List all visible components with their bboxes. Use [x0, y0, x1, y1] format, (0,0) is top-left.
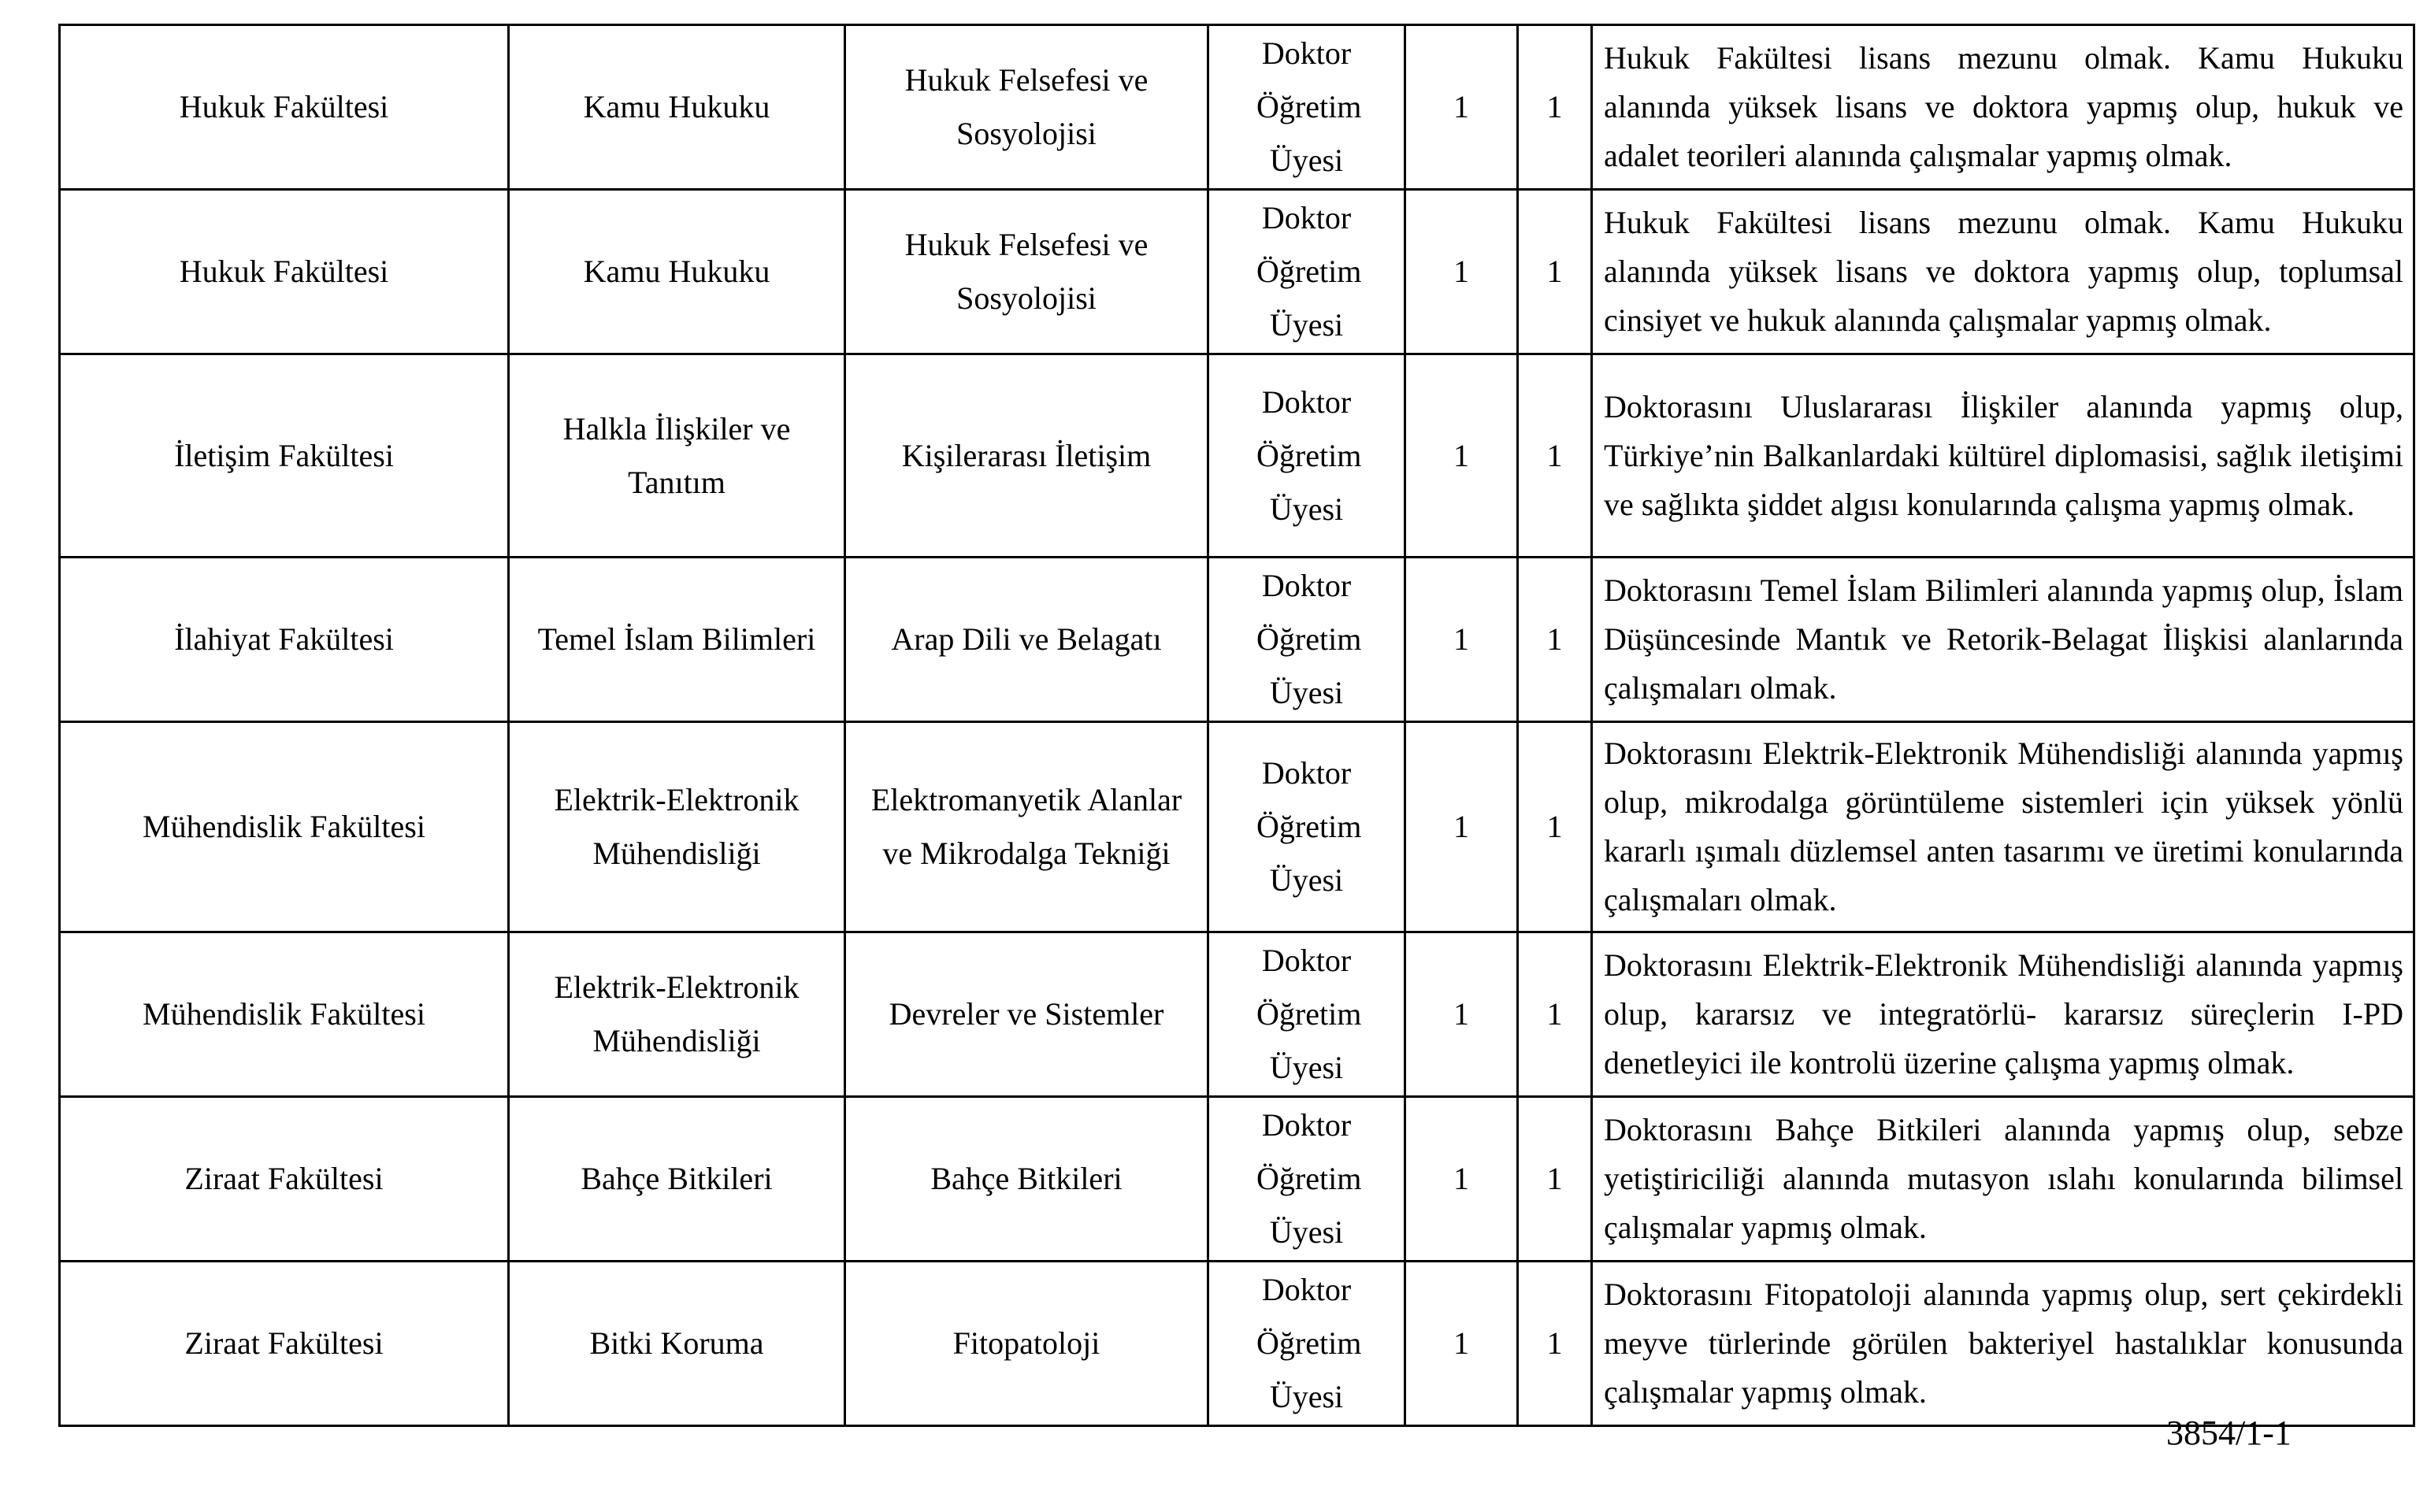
field-cell: Hukuk Felsefesi ve Sosyolojisi [845, 190, 1208, 354]
table-row [60, 190, 2414, 354]
degree-cell: 1 [1405, 1097, 1518, 1262]
degree-cell: 1 [1405, 190, 1518, 354]
table-row [60, 1097, 2414, 1262]
field-cell: Arap Dili ve Belagatı [845, 558, 1208, 722]
title-cell: Doktor Öğretim Üyesi [1208, 354, 1405, 558]
count-cell: 1 [1518, 1097, 1592, 1262]
table-row [60, 558, 2414, 722]
department-cell: Bahçe Bitkileri [509, 1097, 845, 1262]
description-cell: Doktorasını Uluslararası İlişkiler alanında yapmış olup, Türkiye’nin Balkanlardaki kültürel diplomasisi, sağlık iletişimi ve sağlıkta şiddet algısı konularında çalışma yapmış olmak. [1592, 354, 2414, 558]
description-cell: Doktorasını Temel İslam Bilimleri alanında yapmış olup, İslam Düşüncesinde Mantık ve Retorik-Belagat İlişkisi alanlarında çalışmaları olmak. [1592, 558, 2414, 722]
page-number: 3854/1-1 [2166, 1414, 2292, 1452]
faculty-cell: Mühendislik Fakültesi [60, 932, 509, 1097]
degree-cell: 1 [1405, 932, 1518, 1097]
title-cell: Doktor Öğretim Üyesi [1208, 722, 1405, 932]
title-cell: Doktor Öğretim Üyesi [1208, 932, 1405, 1097]
department-cell: Halkla İlişkiler ve Tanıtım [509, 354, 845, 558]
title-cell: Doktor Öğretim Üyesi [1208, 190, 1405, 354]
description-cell: Hukuk Fakültesi lisans mezunu olmak. Kamu Hukuku alanında yüksek lisans ve doktora yapmış olup, toplumsal cinsiyet ve hukuk alanında çalışmalar yapmış olmak. [1592, 190, 2414, 354]
title-cell: Doktor Öğretim Üyesi [1208, 1097, 1405, 1262]
faculty-cell: Hukuk Fakültesi [60, 25, 509, 190]
department-cell: Temel İslam Bilimleri [509, 558, 845, 722]
title-cell: Doktor Öğretim Üyesi [1208, 558, 1405, 722]
count-cell: 1 [1518, 558, 1592, 722]
table-row [60, 354, 2414, 558]
faculty-cell: Ziraat Fakültesi [60, 1262, 509, 1426]
description-cell: Doktorasını Fitopatoloji alanında yapmış olup, sert çekirdekli meyve türlerinde görülen bakteriyel hastalıklar konusunda çalışmalar yapmış olmak. [1592, 1262, 2414, 1426]
department-cell: Elektrik-Elektronik Mühendisliği [509, 722, 845, 932]
description-cell: Doktorasını Bahçe Bitkileri alanında yapmış olup, sebze yetiştiriciliği alanında mutasyon ıslahı konularında bilimsel çalışmalar yapmış olmak. [1592, 1097, 2414, 1262]
field-cell: Bahçe Bitkileri [845, 1097, 1208, 1262]
faculty-cell: İlahiyat Fakültesi [60, 558, 509, 722]
faculty-cell: Ziraat Fakültesi [60, 1097, 509, 1262]
faculty-cell: İletişim Fakültesi [60, 354, 509, 558]
field-cell: Fitopatoloji [845, 1262, 1208, 1426]
count-cell: 1 [1518, 354, 1592, 558]
count-cell: 1 [1518, 190, 1592, 354]
faculty-cell: Mühendislik Fakültesi [60, 722, 509, 932]
description-cell: Hukuk Fakültesi lisans mezunu olmak. Kamu Hukuku alanında yüksek lisans ve doktora yapmış olup, hukuk ve adalet teorileri alanında çalışmalar yapmış olmak. [1592, 25, 2414, 190]
table-row [60, 932, 2414, 1097]
table-row [60, 722, 2414, 932]
department-cell: Bitki Koruma [509, 1262, 845, 1426]
field-cell: Hukuk Felsefesi ve Sosyolojisi [845, 25, 1208, 190]
field-cell: Kişilerarası İletişim [845, 354, 1208, 558]
table-row [60, 1262, 2414, 1426]
title-cell: Doktor Öğretim Üyesi [1208, 25, 1405, 190]
department-cell: Elektrik-Elektronik Mühendisliği [509, 932, 845, 1097]
table-row [60, 25, 2414, 190]
degree-cell: 1 [1405, 25, 1518, 190]
title-cell: Doktor Öğretim Üyesi [1208, 1262, 1405, 1426]
department-cell: Kamu Hukuku [509, 25, 845, 190]
field-cell: Elektromanyetik Alanlar ve Mikrodalga Tekniği [845, 722, 1208, 932]
department-cell: Kamu Hukuku [509, 190, 845, 354]
description-cell: Doktorasını Elektrik-Elektronik Mühendisliği alanında yapmış olup, mikrodalga görüntüleme sistemleri için yüksek yönlü kararlı ışımalı düzlemsel anten tasarımı ve üretimi konularında çalışmaları olmak. [1592, 722, 2414, 932]
degree-cell: 1 [1405, 558, 1518, 722]
faculty-cell: Hukuk Fakültesi [60, 190, 509, 354]
description-cell: Doktorasını Elektrik-Elektronik Mühendisliği alanında yapmış olup, kararsız ve integratörlü- kararsız süreçlerin I-PD denetleyici ile kontrolü üzerine çalışma yapmış olmak. [1592, 932, 2414, 1097]
count-cell: 1 [1518, 1262, 1592, 1426]
field-cell: Devreler ve Sistemler [845, 932, 1208, 1097]
degree-cell: 1 [1405, 1262, 1518, 1426]
count-cell: 1 [1518, 932, 1592, 1097]
staff-positions-table [58, 24, 2415, 1427]
count-cell: 1 [1518, 25, 1592, 190]
count-cell: 1 [1518, 722, 1592, 932]
degree-cell: 1 [1405, 354, 1518, 558]
degree-cell: 1 [1405, 722, 1518, 932]
staff-positions-table-wrapper [58, 24, 2413, 1427]
